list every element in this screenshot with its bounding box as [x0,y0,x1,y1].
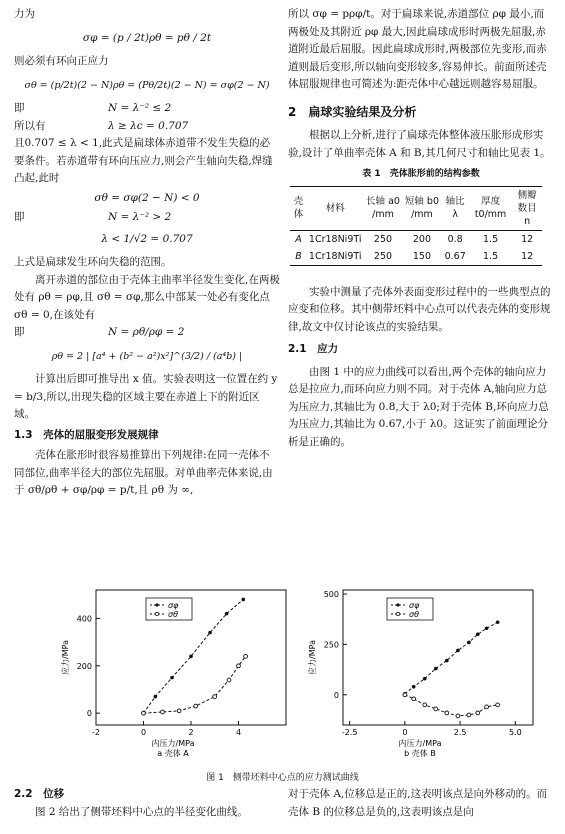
equation-label: 所以有 [14,119,46,132]
equation: N = λ⁻² ≤ 2 [108,102,172,114]
legend [387,598,433,620]
equation: σθ = (p/2t)(2 − N)ρθ = (Pθ/2t)(2 − N) = σφ(2 − N) [24,79,270,91]
data-point-theta [412,697,416,701]
section-heading: 2 扁球实验结果及分析 [288,104,417,119]
equation: λ ≥ λc = 0.707 [108,119,189,132]
table-cell: B [290,248,307,266]
equation: σθ = σφ(2 − N) < 0 [94,191,200,204]
equation-label: 即 [14,102,25,114]
equation-label: 即 [14,211,25,223]
table-cell: 250 [373,233,393,245]
data-point-theta [476,711,480,715]
table-header: 短轴 b0 /mm [402,186,441,230]
y-axis-label: 应力/MPa [61,640,70,675]
paragraph: 计算出后即可推导出 x 值。实验表明这一位置在约 y = b/3,所以,出现失稳的区域主要在赤道上下的附近区域。 [14,373,278,420]
table-caption: 表 1 壳体胀形前的结构参数 [362,169,480,179]
table-cell: 0.67 [441,248,468,266]
data-point-theta [496,703,500,707]
table-cell: 200 [412,233,432,245]
data-point-theta [213,695,217,699]
chart-subtitle: b 壳体 B [404,749,436,758]
text-line: 力为 [14,8,35,20]
y-tick-label: 500 [323,590,339,600]
paragraph: 对于壳体 A,位移总是正的,这表明该点是向外移动的。而壳体 B 的位移总是负的,这表明该点是向 [288,788,548,818]
equation: N = λ⁻² > 2 [108,211,172,223]
x-tick-label: 2 [188,728,194,737]
table-cell: 12 [521,233,534,245]
data-point-phi [189,655,193,659]
legend-label: σφ [409,601,420,610]
table-cell: 1Cr18Ni9Ti [308,233,362,245]
equation-label: 即 [14,326,25,338]
y-tick-label: 250 [323,640,339,650]
x-tick-label: 0 [402,728,408,737]
table-cell: 150 [402,248,441,266]
data-point-theta [244,654,248,658]
y-tick-label: 0 [86,709,92,719]
data-point-phi [467,641,471,645]
data-point-phi [412,685,416,689]
table-cell: 12 [512,248,542,266]
data-point-theta [237,664,241,668]
table-header: 长轴 a0 /mm [364,186,403,230]
text-line: 则必须有环向正应力 [14,55,109,67]
y-tick-label: 400 [76,614,92,624]
section-heading: 2.2 位移 [14,788,65,800]
bottom-left-text [14,786,280,821]
paragraph: 图 2 给出了侧带坯料中心点的半径变化曲线。 [35,805,248,818]
equation: λ < 1/√2 = 0.707 [101,232,193,245]
section-heading: 2.1 应力 [288,343,339,355]
data-point-phi [225,612,229,616]
legend-label: σθ [168,610,178,619]
legend-label: σθ [409,610,419,619]
chart-shell-a [54,582,304,772]
data-point-theta [423,703,427,707]
paragraph: 上式是扁球发生环向失稳的范围。 [14,256,172,268]
table-header: 材料 [307,186,364,230]
y-tick-label: 200 [76,661,92,671]
equation: N = ρθ/ρφ = 2 [108,326,185,338]
x-tick-label: -2.5 [341,728,358,737]
paragraph: 壳体在胀形时很容易推算出下列规律:在同一壳体不同部位,曲率半径大的部位先屈服。对单曲率壳体来说,由于 σθ/ρθ + σφ/ρφ = p/t,且 ρθ 为 ∞, [14,449,273,496]
table-row [290,230,542,248]
legend-marker [155,603,158,606]
data-point-theta [456,714,460,718]
x-tick-label: 5.0 [508,728,522,737]
table-cell: A [295,233,302,245]
bottom-right-text [288,786,554,821]
table-cell: 1Cr18Ni9Ti [307,248,364,266]
data-point-phi [476,633,480,637]
figure-1 [14,582,554,772]
y-tick-label: 0 [333,690,339,700]
legend-marker [155,612,158,615]
paragraph: 离开赤道的部位由于壳体主曲率半径发生变化,在两极处有 ρθ = ρφ,且 σθ = σφ,那么中部某一处必有变化点 σθ = 0,在该处有 [14,273,280,321]
data-point-phi [456,649,460,653]
x-axis-label: 内压力/MPa [151,739,195,748]
data-point-theta [445,711,449,715]
data-point-theta [467,713,471,717]
x-tick-label: 0 [140,728,147,737]
table-cell: 0.8 [447,233,463,245]
x-tick-label: 2.5 [453,728,467,737]
data-point-phi [496,620,500,624]
table-cell: 1.5 [483,233,499,245]
plot-frame [343,590,533,725]
legend-label: σφ [168,601,179,610]
equation: ρθ = 2 | [a⁴ + (b² − a²)x²]^(3/2) / (a⁴b) | [51,350,243,362]
series-line [405,695,498,716]
figure-caption: 图 1 侧带坯料中心点的应力测试曲线 [206,773,359,783]
table-cell: 1.5 [469,248,512,266]
data-point-theta [485,705,489,709]
equation: σφ = (p / 2t)ρθ = pθ / 2t [82,31,212,44]
data-point-phi [445,659,449,663]
data-point-theta [177,709,181,713]
series-line [405,622,498,694]
y-axis-label: 应力/MPa [308,640,317,675]
right-column [288,6,554,451]
data-point-theta [142,711,146,715]
paragraph: 实验中测量了壳体外表面变形过程中的一些典型点的应变和位移。其中侧带坯料中心点可以代表壳体的变形规律,故文中仅讨论该点的实验结果。 [288,285,551,333]
data-point-phi [154,695,158,699]
data-point-phi [170,676,174,680]
data-point-theta [403,693,407,697]
data-point-phi [208,631,212,635]
paragraph: 根据以上分析,进行了扁球壳体整体液压胀形成形实验,设计了单曲率壳体 A 和 B,其几何尺寸和轴比见表 1。 [288,129,551,159]
data-point-phi [485,626,489,630]
parameter-table [290,186,542,266]
table-row [290,248,542,266]
legend [146,598,192,620]
left-column [14,6,280,500]
data-point-phi [241,598,245,602]
paragraph: 所以 σφ = pρφ/t。对于扁球来说,赤道部位 ρφ 最小,而两极处及其附近 ρφ 最大,因此扁球成形时两极先屈服,赤道附近最后屈服。因此扁球成形时,两极部位先变形,而赤道则最后变形,所以轴向变形较多,容易伸长。前面所述壳体屈服规律也可简述为:距壳体中心越远则越容易屈服。 [288,8,547,90]
x-tick-label: 4 [235,728,242,737]
data-point-phi [434,667,438,671]
table-header: 壳体 [290,186,307,230]
table-header: 侧瓣 数目 n [512,186,542,230]
data-point-theta [227,678,231,682]
chart-shell-b [299,582,549,772]
table-header: 厚度 t0/mm [469,186,512,230]
x-axis-label: 内压力/MPa [398,739,442,748]
data-point-theta [161,710,165,714]
data-point-theta [434,707,438,711]
table-cell: 250 [364,248,403,266]
x-tick-label: -2 [92,728,100,737]
chart-subtitle: a 壳体 A [157,749,189,758]
legend-marker [396,603,399,606]
legend-marker [396,612,399,615]
section-heading: 1.3 壳体的屈服变形发展规律 [14,428,159,441]
table-header: 轴比 λ [441,186,468,230]
paragraph: 且0.707 ≤ λ < 1,此式是扁球体赤道带不发生失稳的必要条件。若赤道带有环向压应力,则会产生轴向失稳,焊缝凸起,此时 [14,137,273,184]
data-point-phi [423,677,427,681]
data-point-theta [194,704,198,708]
paragraph: 由图 1 中的应力曲线可以看出,两个壳体的轴向应力总是拉应力,而环向应力则不同。对于壳体 A,轴向应力总为压应力,其轴比为 0.8,大于 λ0;对于壳体 B,环向应力总为压应力,其轴比为 0.67,小于 λ0。这证实了前面理论分析是正确的。 [288,365,549,448]
